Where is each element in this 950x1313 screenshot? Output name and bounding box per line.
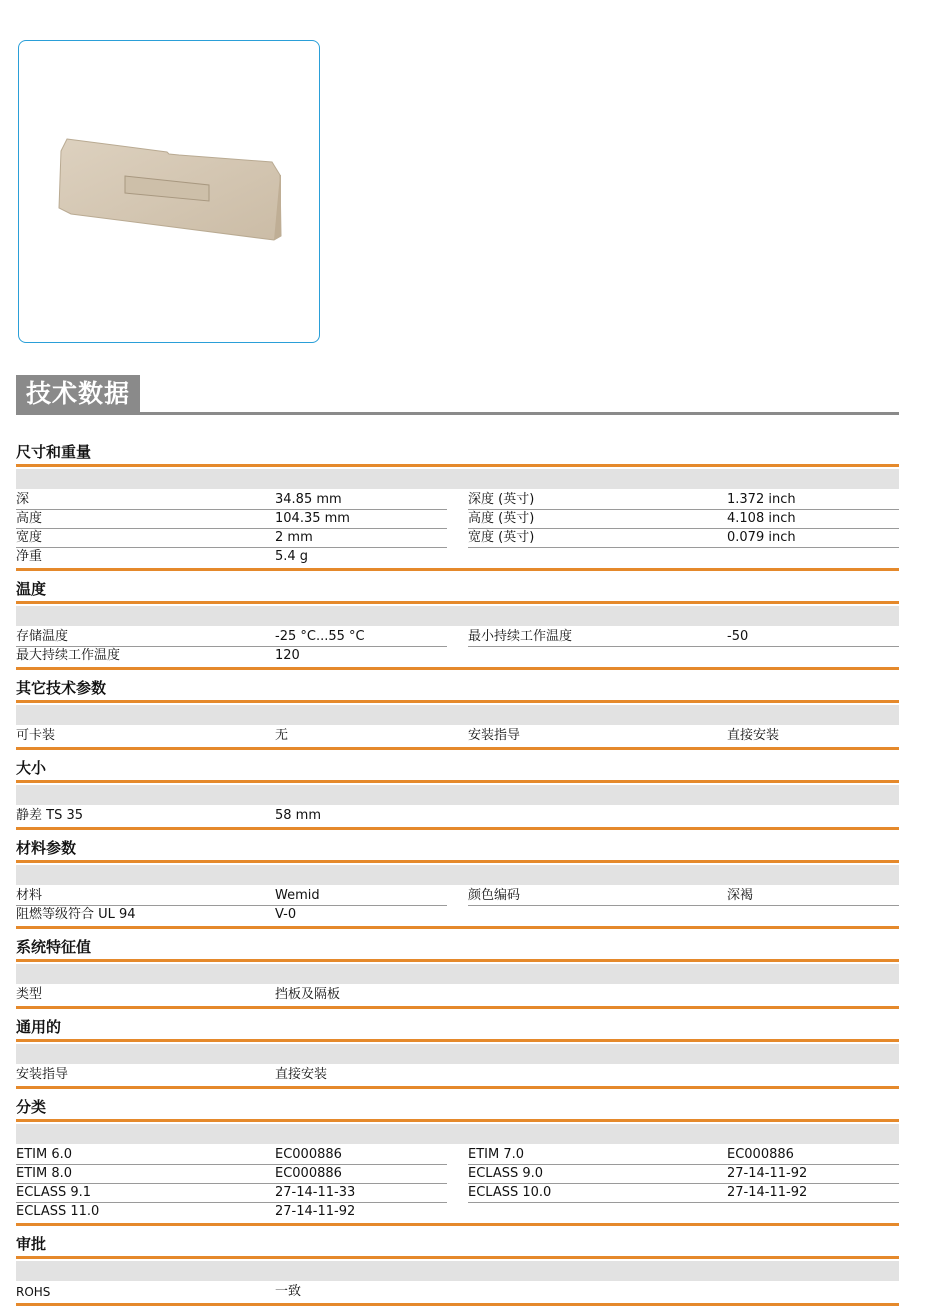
spec-column-right: [468, 986, 899, 1005]
spec-label: 可卡装: [16, 728, 56, 743]
spec-value: 挡板及隔板: [275, 987, 341, 1002]
spec-section: [16, 1233, 899, 1306]
section-end-divider: [16, 1223, 899, 1226]
section-title: 温度: [16, 580, 47, 598]
section-divider: [16, 780, 899, 783]
page-title: 技术数据: [16, 375, 140, 412]
spec-column-left: [16, 727, 447, 746]
spec-row: [16, 727, 447, 746]
spec-value: 直接安装: [727, 728, 780, 743]
spec-column-left: [16, 887, 447, 925]
tech-data-banner: [16, 375, 899, 415]
spec-label: ETIM 7.0: [468, 1147, 525, 1162]
section-title: 审批: [16, 1235, 47, 1253]
spec-column-left: [16, 628, 447, 666]
spec-row: [16, 1146, 447, 1165]
spec-value: -25 °C...55 °C: [275, 629, 365, 644]
spec-row: [468, 1184, 899, 1203]
section-end-divider: [16, 568, 899, 571]
section-title: 尺寸和重量: [16, 443, 92, 461]
spec-column-left: [16, 1283, 447, 1302]
spec-label: ETIM 6.0: [16, 1147, 73, 1162]
spec-section: [16, 1016, 899, 1089]
spec-section: [16, 578, 899, 670]
spec-value: EC000886: [275, 1147, 342, 1162]
spec-label: ETIM 8.0: [16, 1166, 73, 1181]
section-divider: [16, 1039, 899, 1042]
spec-label: 深: [16, 492, 30, 507]
section-header-band: [16, 1044, 899, 1064]
section-header-band: [16, 1124, 899, 1144]
section-divider: [16, 700, 899, 703]
spec-value: 5.4 g: [275, 549, 309, 564]
section-divider: [16, 1256, 899, 1259]
spec-value: Wemid: [275, 888, 320, 903]
spec-value: 120: [275, 648, 300, 663]
spec-section: [16, 936, 899, 1009]
spec-value: 34.85 mm: [275, 492, 342, 507]
spec-label: 材料: [16, 888, 43, 903]
spec-label: ROHS: [16, 1285, 51, 1299]
spec-section: [16, 1096, 899, 1226]
spec-label: ECLASS 11.0: [16, 1204, 100, 1219]
spec-value: 一致: [275, 1284, 302, 1299]
spec-column-right: [468, 887, 899, 925]
spec-label: 存储温度: [16, 629, 69, 644]
section-title: 通用的: [16, 1018, 62, 1036]
spec-column-right: [468, 1283, 899, 1302]
spec-label: 静差 TS 35: [16, 808, 83, 823]
spec-label: 宽度 (英寸): [468, 530, 535, 545]
spec-row: [16, 807, 447, 826]
section-header-band: [16, 865, 899, 885]
spec-row: [16, 887, 447, 906]
section-end-divider: [16, 1303, 899, 1306]
spec-row: [16, 510, 447, 529]
section-header-band: [16, 964, 899, 984]
spec-column-left: [16, 807, 447, 826]
section-divider: [16, 601, 899, 604]
spec-row: [468, 887, 899, 906]
spec-row: [16, 529, 447, 548]
spec-column-right: [468, 491, 899, 567]
section-end-divider: [16, 1006, 899, 1009]
section-end-divider: [16, 827, 899, 830]
spec-column-right: [468, 1146, 899, 1222]
spec-sections: [16, 441, 899, 1313]
spec-section: [16, 837, 899, 929]
spec-row: [468, 1165, 899, 1184]
section-title: 其它技术参数: [16, 679, 107, 697]
spec-label: 最大持续工作温度: [16, 648, 121, 663]
section-divider: [16, 860, 899, 863]
spec-column-right: [468, 1066, 899, 1085]
section-title: 分类: [16, 1098, 47, 1116]
section-divider: [16, 1119, 899, 1122]
section-end-divider: [16, 926, 899, 929]
spec-label: 阻燃等级符合 UL 94: [16, 907, 136, 922]
spec-value: EC000886: [727, 1147, 794, 1162]
spec-label: 最小持续工作温度: [468, 629, 573, 644]
section-end-divider: [16, 747, 899, 750]
section-end-divider: [16, 1086, 899, 1089]
spec-value: 58 mm: [275, 808, 322, 823]
spec-value: 1.372 inch: [727, 492, 796, 507]
spec-row: [16, 628, 447, 647]
spec-value: EC000886: [275, 1166, 342, 1181]
spec-row: [468, 1146, 899, 1165]
spec-row: [16, 1165, 447, 1184]
spec-label: 安装指导: [16, 1067, 69, 1082]
spec-value: 无: [275, 728, 289, 743]
spec-value: 直接安装: [275, 1067, 328, 1082]
spec-section: [16, 677, 899, 750]
spec-row: [468, 510, 899, 529]
section-end-divider: [16, 667, 899, 670]
product-image-frame: [18, 40, 320, 343]
spec-label: ECLASS 10.0: [468, 1185, 552, 1200]
spec-row: [16, 986, 447, 1005]
spec-value: 27-14-11-92: [727, 1166, 808, 1181]
spec-row: [16, 1283, 447, 1302]
spec-label: 颜色编码: [468, 888, 521, 903]
section-header-band: [16, 705, 899, 725]
spec-label: ECLASS 9.1: [16, 1185, 92, 1200]
section-header-band: [16, 785, 899, 805]
spec-row: [468, 491, 899, 510]
section-title: 材料参数: [16, 839, 77, 857]
spec-row: [16, 647, 447, 666]
spec-value: 2 mm: [275, 530, 313, 545]
spec-row: [468, 529, 899, 548]
end-plate-image: [19, 41, 321, 344]
section-title: 大小: [16, 759, 47, 777]
spec-label: 高度 (英寸): [468, 511, 535, 526]
spec-value: 104.35 mm: [275, 511, 350, 526]
spec-column-right: [468, 807, 899, 826]
spec-value: 27-14-11-92: [727, 1185, 808, 1200]
spec-row: [16, 1066, 447, 1085]
spec-label: ECLASS 9.0: [468, 1166, 544, 1181]
spec-label: 高度: [16, 511, 43, 526]
spec-column-left: [16, 1066, 447, 1085]
spec-row: [468, 727, 899, 746]
spec-row: [16, 491, 447, 510]
spec-value: 27-14-11-92: [275, 1204, 356, 1219]
spec-section: [16, 757, 899, 830]
spec-row: [16, 906, 447, 925]
spec-value: 0.079 inch: [727, 530, 796, 545]
spec-label: 类型: [16, 987, 43, 1002]
spec-column-left: [16, 986, 447, 1005]
spec-column-left: [16, 491, 447, 567]
spec-label: 深度 (英寸): [468, 492, 535, 507]
section-title: 系统特征值: [16, 938, 92, 956]
section-header-band: [16, 469, 899, 489]
spec-column-left: [16, 1146, 447, 1222]
spec-column-right: [468, 727, 899, 746]
section-header-band: [16, 1261, 899, 1281]
spec-section: [16, 441, 899, 571]
spec-label: 宽度: [16, 530, 43, 545]
spec-value: 深褐: [727, 888, 754, 903]
section-header-band: [16, 606, 899, 626]
spec-row: [16, 1203, 447, 1222]
spec-value: 4.108 inch: [727, 511, 796, 526]
spec-row: [16, 548, 447, 567]
spec-row: [16, 1184, 447, 1203]
section-divider: [16, 464, 899, 467]
spec-column-right: [468, 628, 899, 666]
section-divider: [16, 959, 899, 962]
spec-row: [468, 628, 899, 647]
spec-value: -50: [727, 629, 749, 644]
spec-value: 27-14-11-33: [275, 1185, 356, 1200]
spec-value: V-0: [275, 907, 297, 922]
spec-label: 安装指导: [468, 728, 521, 743]
spec-label: 净重: [16, 549, 43, 564]
